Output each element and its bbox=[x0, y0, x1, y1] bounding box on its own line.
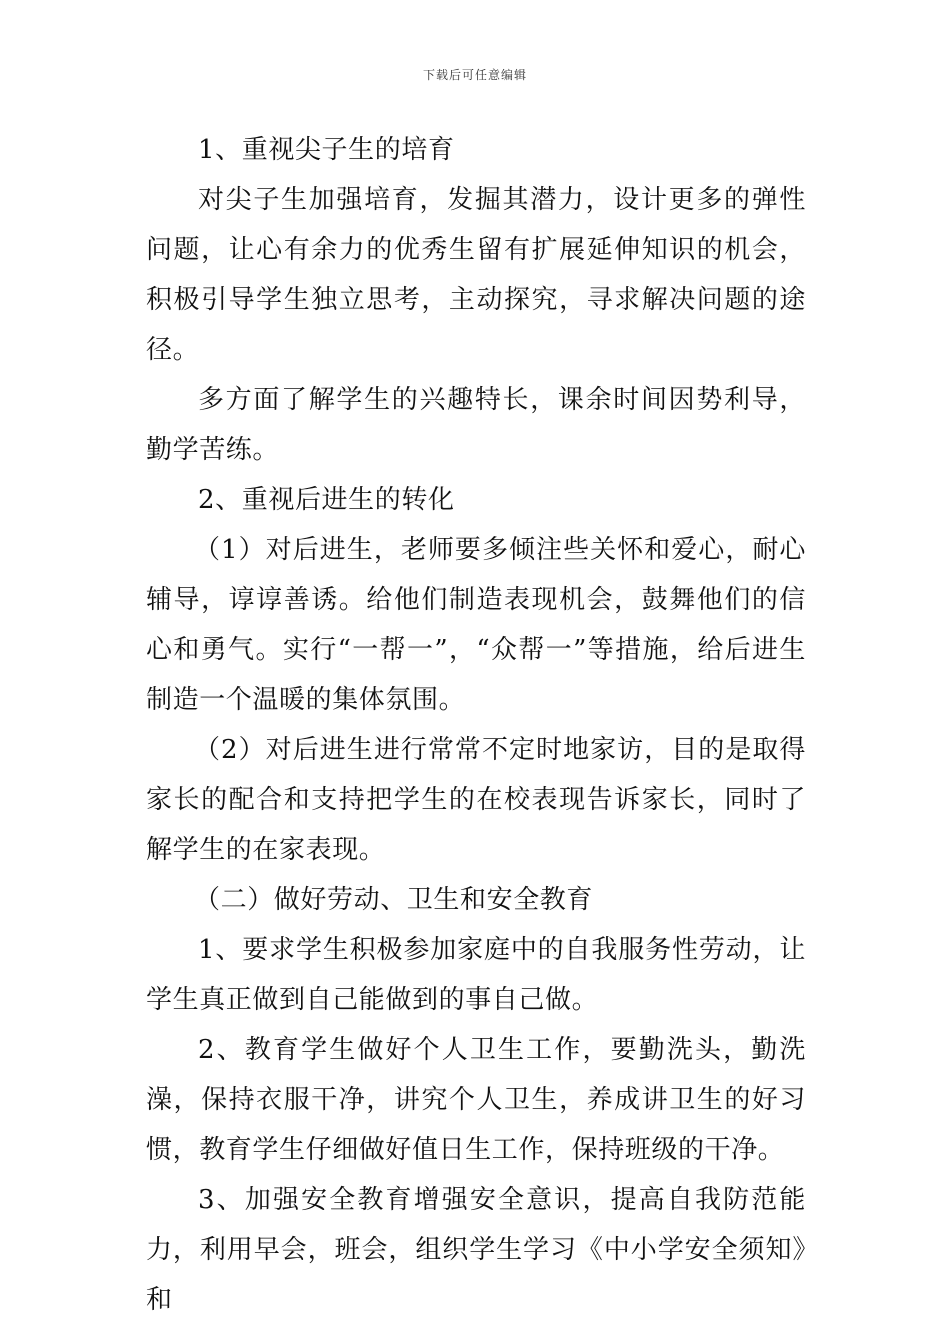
paragraph-hygiene: 2、教育学生做好个人卫生工作，要勤洗头，勤洗澡，保持衣服干净，讲究个人卫生，养成讲卫生的好习惯，教育学生仔细做好值日生工作，保持班级的干净。 bbox=[146, 1035, 806, 1165]
paragraph-underachiever-heading: 2、重视后进生的转化 bbox=[198, 485, 455, 515]
paragraph-top-student-heading: 1、重视尖子生的培育 bbox=[198, 135, 455, 165]
paragraph-home-visits: （2）对后进生进行常常不定时地家访，目的是取得家长的配合和支持把学生的在校表现告诉家长，同时了解学生的在家表现。 bbox=[146, 735, 806, 865]
page-header-note: 下载后可任意编辑 bbox=[422, 68, 527, 82]
paragraph-safety: 3、加强安全教育增强安全意识，提高自我防范能力，利用早会，班会，组织学生学习《中小学安全须知》和 bbox=[146, 1185, 806, 1315]
paragraph-section-heading: （二）做好劳动、卫生和安全教育 bbox=[194, 885, 594, 915]
paragraph-labor: 1、要求学生积极参加家庭中的自我服务性劳动，让学生真正做到自己能做到的事自己做。 bbox=[146, 935, 806, 1015]
paragraph-underachiever-care: （1）对后进生，老师要多倾注些关怀和爱心，耐心辅导，谆谆善诱。给他们制造表现机会，鼓舞他们的信心和勇气。实行“一帮一”，“众帮一”等措施，给后进生制造一个温暖的集体氛围。 bbox=[146, 535, 806, 715]
paragraph-interests: 多方面了解学生的兴趣特长，课余时间因势利导，勤学苦练。 bbox=[146, 385, 806, 465]
document-body bbox=[146, 125, 806, 1325]
paragraph-top-student-cultivation: 对尖子生加强培育，发掘其潜力，设计更多的弹性问题，让心有余力的优秀生留有扩展延伸知识的机会，积极引导学生独立思考，主动探究，寻求解决问题的途径。 bbox=[146, 185, 806, 365]
